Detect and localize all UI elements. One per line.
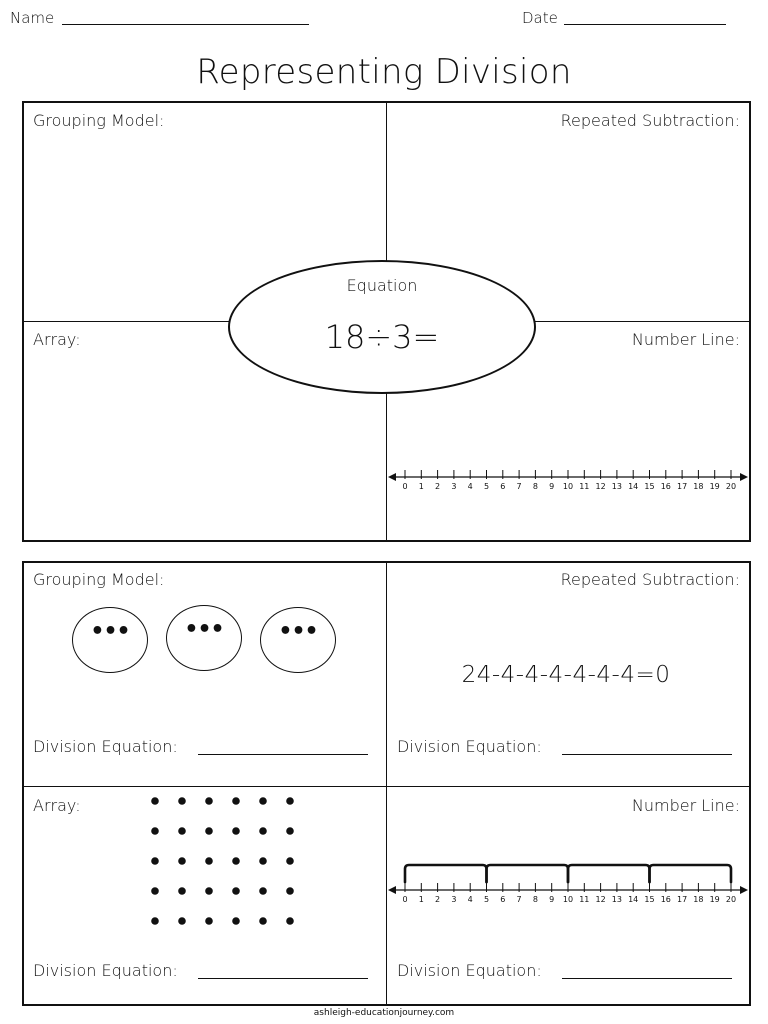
array-dot [286, 887, 294, 895]
array-dot [151, 887, 159, 895]
number-line-tick-label: 11 [579, 482, 590, 491]
number-line-tick-label: 4 [467, 895, 473, 904]
number-line-tick-label: 1 [418, 895, 424, 904]
number-line-tick-label: 10 [562, 895, 574, 904]
division-equation-label: Division Equation: [33, 737, 178, 756]
number-line-tick-label: 10 [562, 482, 574, 491]
group-dots: ••• [90, 619, 130, 644]
bottom-array-label: Array: [33, 796, 81, 815]
number-line-tick-label: 15 [644, 482, 655, 491]
array-dot [286, 827, 294, 835]
number-line-tick-label: 16 [660, 895, 671, 904]
division-equation-label: Division Equation: [33, 961, 178, 980]
top-number-line [386, 460, 750, 500]
number-line-tick-label: 20 [725, 895, 737, 904]
bottom-number-line [386, 850, 750, 908]
array-dot [205, 797, 213, 805]
number-line-tick-label: 16 [660, 482, 671, 491]
array-dot [232, 887, 240, 895]
number-line-tick-label: 0 [402, 482, 408, 491]
division-equation-label: Division Equation: [397, 961, 542, 980]
equation-text: 18÷3= [324, 318, 440, 356]
number-line-tick-label: 17 [677, 482, 688, 491]
array-dot [232, 857, 240, 865]
number-line-tick-label: 14 [628, 895, 639, 904]
number-line-tick-label: 19 [709, 482, 720, 491]
array-dot [286, 917, 294, 925]
array-dot [178, 827, 186, 835]
number-line-tick-label: 8 [532, 482, 538, 491]
equation-oval-label: Equation [346, 276, 418, 295]
jump-arc [650, 865, 732, 882]
array-dot [151, 917, 159, 925]
arrow-left-icon [388, 886, 396, 894]
date-line[interactable] [564, 24, 726, 25]
arrow-right-icon [740, 886, 748, 894]
jump-arc [487, 865, 569, 882]
number-line-tick-label: 12 [595, 482, 606, 491]
division-equation-blank[interactable] [198, 754, 368, 755]
number-line-tick-label: 9 [549, 895, 555, 904]
number-line-tick-label: 8 [532, 895, 538, 904]
number-line-tick-label: 18 [693, 895, 704, 904]
name-line[interactable] [62, 24, 309, 25]
arrow-left-icon [388, 473, 396, 481]
number-line-tick-label: 3 [451, 482, 457, 491]
jump-arc [405, 865, 487, 882]
top-repeated-label: Repeated Subtraction: [560, 111, 740, 130]
group-dots: ••• [184, 617, 224, 642]
date-label: Date [522, 9, 558, 27]
number-line-tick-label: 19 [709, 895, 720, 904]
number-line-tick-label: 14 [628, 482, 639, 491]
top-grouping-label: Grouping Model: [33, 111, 165, 130]
array-dot [286, 797, 294, 805]
array-dot [286, 857, 294, 865]
number-line-tick-label: 18 [693, 482, 704, 491]
division-equation-blank[interactable] [562, 978, 732, 979]
division-equation-blank[interactable] [562, 754, 732, 755]
number-line-tick-label: 7 [516, 482, 522, 491]
division-equation-label: Division Equation: [397, 737, 542, 756]
array-dot [259, 827, 267, 835]
footer-credit: ashleigh-educationjourney.com [313, 1008, 455, 1018]
number-line-tick-label: 11 [579, 895, 590, 904]
jump-arc [568, 865, 650, 882]
division-equation-blank[interactable] [198, 978, 368, 979]
top-array-label: Array: [33, 330, 81, 349]
array-dot [232, 827, 240, 835]
number-line-tick-label: 2 [435, 482, 441, 491]
number-line-tick-label: 0 [402, 895, 408, 904]
number-line-tick-label: 6 [500, 895, 506, 904]
number-line-tick-label: 7 [516, 895, 522, 904]
number-line-tick-label: 20 [725, 482, 737, 491]
array-dot [151, 857, 159, 865]
name-label: Name [10, 9, 55, 27]
number-line-tick-label: 13 [611, 482, 622, 491]
array-dot [205, 917, 213, 925]
number-line-tick-label: 15 [644, 895, 655, 904]
number-line-tick-label: 13 [611, 895, 622, 904]
number-line-tick-label: 17 [677, 895, 688, 904]
number-line-tick-label: 1 [418, 482, 424, 491]
array-dot [205, 827, 213, 835]
array-dot [178, 797, 186, 805]
top-numberline-label: Number Line: [631, 330, 740, 349]
bottom-chart-hdivider [22, 786, 751, 787]
arrow-right-icon [740, 473, 748, 481]
array-dot [151, 797, 159, 805]
array-dot [178, 917, 186, 925]
number-line-tick-label: 5 [483, 482, 490, 491]
array-dot [259, 797, 267, 805]
array-dot [259, 887, 267, 895]
array-dot [151, 827, 159, 835]
bottom-numberline-label: Number Line: [631, 796, 740, 815]
number-line-tick-label: 9 [549, 482, 555, 491]
number-line-tick-label: 5 [483, 895, 490, 904]
array-dot [178, 887, 186, 895]
repeated-subtraction-equation: 24-4-4-4-4-4-4=0 [461, 662, 671, 688]
array-dot [232, 917, 240, 925]
array-dot [259, 917, 267, 925]
bottom-chart-vdivider [386, 561, 387, 1006]
number-line-tick-label: 4 [467, 482, 473, 491]
number-line-tick-label: 12 [595, 895, 606, 904]
number-line-tick-label: 2 [435, 895, 441, 904]
array-dot [232, 797, 240, 805]
array-dot [178, 857, 186, 865]
array-dot [205, 857, 213, 865]
group-dots: ••• [278, 619, 318, 644]
array-dot [259, 857, 267, 865]
number-line-tick-label: 6 [500, 482, 506, 491]
bottom-grouping-label: Grouping Model: [33, 570, 165, 589]
dot-array [140, 790, 310, 930]
number-line-tick-label: 3 [451, 895, 457, 904]
array-dot [205, 887, 213, 895]
page-title: Representing Division [196, 52, 572, 92]
bottom-repeated-label: Repeated Subtraction: [560, 570, 740, 589]
